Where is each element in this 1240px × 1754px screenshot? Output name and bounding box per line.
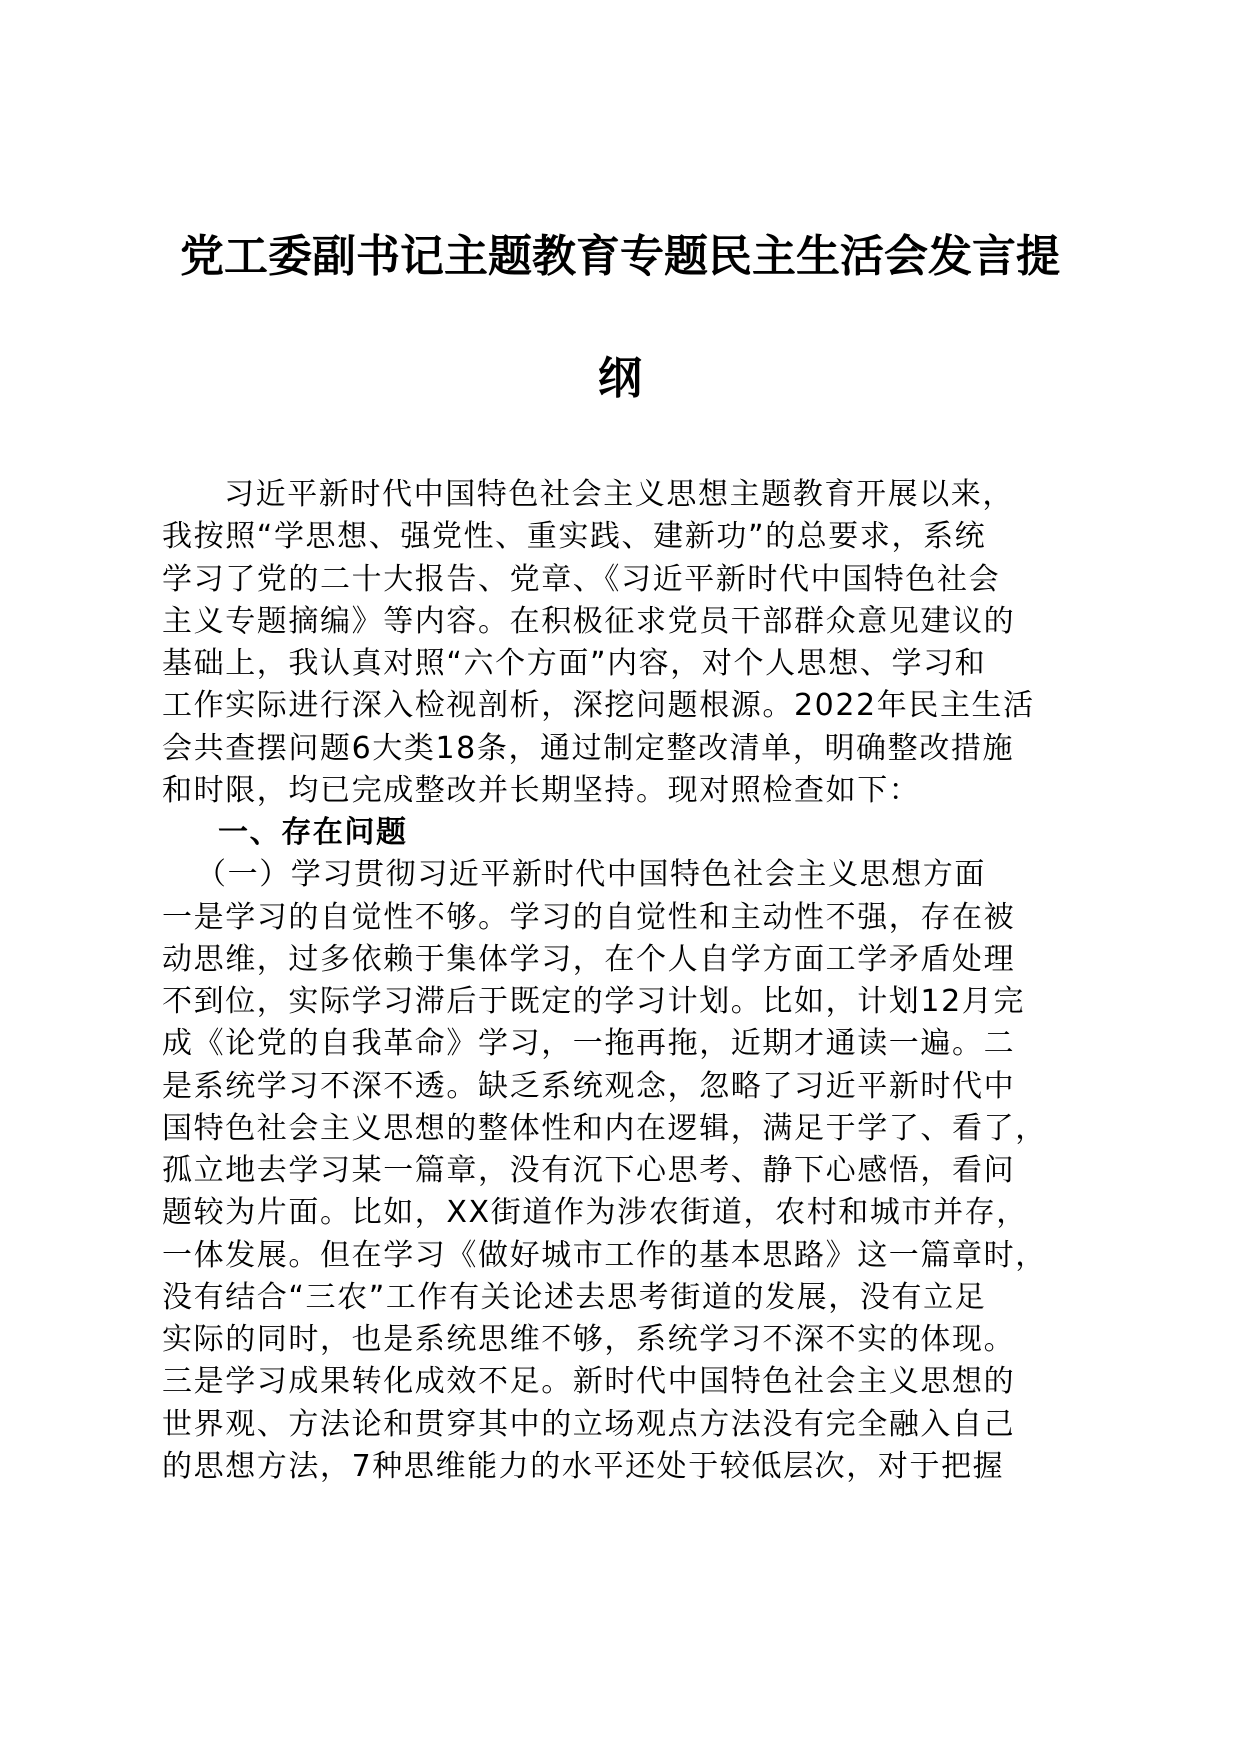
- body-line: 基础上，我认真对照“六个方面”内容，对个人思想、学习和: [162, 646, 987, 681]
- body-line: 动思维，过多依赖于集体学习，在个人自学方面工学矛盾处理: [162, 941, 1016, 977]
- body-line: 实际的同时，也是系统思维不够，系统学习不深不实的体现。: [162, 1322, 1016, 1357]
- body-line: 习近平新时代中国特色社会主义思想主题教育开展以来，: [224, 477, 1014, 512]
- body-line: 题较为片面。比如，XX街道作为涉农街道，农村和城市并存，: [162, 1195, 1028, 1231]
- document-body: [162, 474, 1082, 1488]
- body-line: 主义专题摘编》等内容。在积极征求党员干部群众意见建议的: [162, 603, 1016, 639]
- body-line: 成《论党的自我革命》学习，一拖再拖，近期才通读一遍。二: [162, 1026, 1016, 1062]
- body-line: 没有结合“三农”工作有关论述去思考街道的发展，没有立足: [162, 1279, 987, 1315]
- document-title-line-2: 纲: [598, 353, 642, 404]
- body-line: 我按照“学思想、强党性、重实践、建新功”的总要求，系统: [162, 519, 987, 555]
- section-heading: 一、存在问题: [218, 815, 408, 850]
- body-line: 不到位，实际学习滞后于既定的学习计划。比如，计划12月完: [162, 984, 1025, 1019]
- body-line: 会共查摆问题6大类18条，通过制定整改清单，明确整改措施: [162, 730, 1015, 766]
- body-line: 三是学习成果转化成效不足。新时代中国特色社会主义思想的: [162, 1364, 1016, 1400]
- body-line: 是系统学习不深不透。缺乏系统观念，忽略了习近平新时代中: [162, 1068, 1016, 1104]
- body-line: 工作实际进行深入检视剖析，深挖问题根源。2022年民主生活: [162, 688, 1035, 724]
- body-line: 一体发展。但在学习《做好城市工作的基本思路》这一篇章时，: [162, 1237, 1047, 1273]
- body-line: 一是学习的自觉性不够。学习的自觉性和主动性不强，存在被: [162, 899, 1016, 935]
- body-line: 孤立地去学习某一篇章，没有沉下心思考、静下心感悟，看问: [162, 1153, 1016, 1188]
- body-line: 国特色社会主义思想的整体性和内在逻辑，满足于学了、看了，: [162, 1110, 1047, 1146]
- subsection-heading: （一）学习贯彻习近平新时代中国特色社会主义思想方面: [196, 857, 986, 893]
- document-title-line-1: 党工委副书记主题教育专题民主生活会发言提: [180, 231, 1060, 282]
- body-line: 学习了党的二十大报告、党章、《习近平新时代中国特色社会: [162, 561, 1001, 597]
- body-line: 的思想方法，7种思维能力的水平还处于较低层次，对于把握: [162, 1448, 1005, 1484]
- body-line: 世界观、方法论和贯穿其中的立场观点方法没有完全融入自己: [162, 1406, 1016, 1442]
- body-line: 和时限，均已完成整改并长期坚持。现对照检查如下：: [162, 772, 921, 808]
